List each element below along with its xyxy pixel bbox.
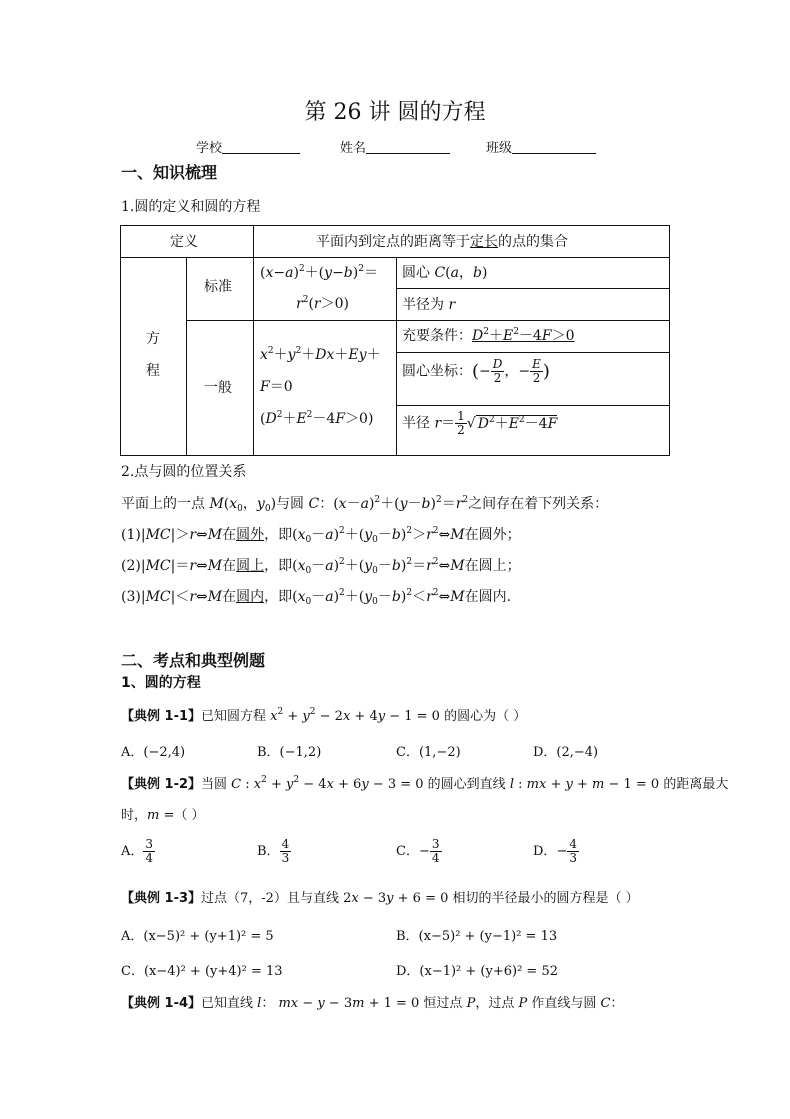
general-equation-line-2: F＝0 [260, 379, 293, 395]
general-equation-line-3: $(D^2+E^2-4F>0)$ [260, 410, 374, 427]
center-text: 圆心 C(a，b) [402, 265, 488, 281]
example-1-2: 【典例 1-2】当圆 C : $x^2 + y^2 - 4x + 6y - 3 = 0$ 的圆心到直线 l : mx + y + m − 1 = 0 的距离最大 [121, 775, 729, 792]
example-1-3: 【典例 1-3】过点（7，-2）且与直线 2x − 3y + 6 = 0 相切的半径最小的圆方程是（ ） [121, 891, 639, 906]
name-blank[interactable] [366, 140, 450, 154]
subsection-heading-1: 1.圆的定义和圆的方程 [121, 199, 261, 215]
definition-label: 定义 [170, 234, 198, 250]
general-label: 一般 [204, 380, 232, 396]
general-radius-text: 半径 r＝ $\frac{1}{2}$ √ $D^2+E^2-4F$ [402, 409, 558, 437]
definition-text: 平面内到定点的距离等于定长的点的集合 [316, 234, 568, 250]
section-heading-1: 一、知识梳理 [121, 163, 218, 182]
page-title: 第 26 讲 圆的方程 [304, 100, 486, 125]
standard-equation-line-2: $r^2(r>0)$ [296, 295, 349, 312]
radius-text: 半径为 r [402, 297, 456, 313]
equation-label-1: 方 [146, 331, 160, 347]
example-1-4: 【典例 1-4】已知直线 l： mx − y − 3m + 1 = 0 恒过点 P，过点 P 作直线与圆 C： [121, 996, 624, 1011]
section-heading-2: 二、考点和典型例题 [121, 651, 266, 670]
example-1-1-option-c[interactable]: C．(1,−2) [396, 745, 461, 760]
relation-1: (1)|MC|＞r⇔M在圆外，即$(x_0-a)^2+(y_0-b)^2>r^2\Leftrightarrow M$在圆外； [121, 526, 521, 545]
relation-2: (2)|MC|＝r⇔M在圆上，即$(x_0-a)^2+(y_0-b)^2=r^2\Leftrightarrow M$在圆上； [121, 557, 521, 576]
standard-label: 标准 [204, 279, 232, 295]
general-equation-line-1: $x^2+y^2+Dx+Ey+$ [260, 346, 381, 363]
class-field[interactable] [486, 137, 596, 156]
example-1-1-option-b[interactable]: B．(−1,2) [257, 745, 322, 760]
condition-text: 充要条件：$D^2+E^2-4F>0$ [402, 327, 575, 344]
center-coord-text: 圆心坐标：(− $\frac{D}{2}$ ，− $\frac{E}{2}$ ) [402, 357, 550, 385]
equation-label-2: 程 [146, 363, 160, 379]
example-1-3-option-c[interactable]: C．(x−4)² + (y+4)² = 13 [121, 964, 283, 979]
name-field[interactable] [340, 137, 450, 156]
example-1-2-option-b[interactable]: B． $\frac{4}{3}$ [257, 837, 290, 865]
class-blank[interactable] [512, 140, 596, 154]
example-1-1: 【典例 1-1】已知圆方程 $x^2 + y^2 - 2x + 4y - 1 = 0$ 的圆心为（ ） [121, 707, 527, 724]
relation-3: (3)|MC|＜r⇔M在圆内，即$(x_0-a)^2+(y_0-b)^2<r^2\Leftrightarrow M$在圆内. [121, 588, 512, 607]
school-label: 学校 [196, 141, 223, 156]
example-1-3-option-d[interactable]: D．(x−1)² + (y+6)² = 52 [396, 964, 558, 979]
example-1-2-option-a[interactable]: A． $\frac{3}{4}$ [121, 837, 154, 865]
example-1-2-option-c[interactable]: C．− $\frac{3}{4}$ [396, 837, 440, 865]
school-field[interactable] [196, 137, 300, 156]
name-label: 姓名 [340, 141, 367, 156]
example-1-1-option-d[interactable]: D．(2,−4) [533, 745, 599, 760]
subsection-heading-2: 2.点与圆的位置关系 [121, 464, 247, 480]
relation-intro: 平面上的一点 $M(x_0$，$y_0$)与圆 C：$(x-a)^2+(y-b)^2=r^2$之间存在着下列关系： [121, 495, 609, 514]
class-label: 班级 [486, 141, 513, 156]
example-1-2-option-d[interactable]: D．− $\frac{4}{3}$ [533, 837, 577, 865]
example-1-2-line-2: 时，m =（ ） [121, 808, 205, 823]
subsection-heading-3: 1、圆的方程 [121, 675, 201, 691]
school-blank[interactable] [222, 140, 300, 154]
standard-equation-line-1: $(x-a)^2+(y-b)^2=$ [260, 264, 378, 281]
example-1-3-option-b[interactable]: B．(x−5)² + (y−1)² = 13 [396, 929, 558, 944]
example-1-1-option-a[interactable]: A．(−2,4) [121, 745, 186, 760]
example-1-3-option-a[interactable]: A．(x−5)² + (y+1)² = 5 [121, 929, 274, 944]
